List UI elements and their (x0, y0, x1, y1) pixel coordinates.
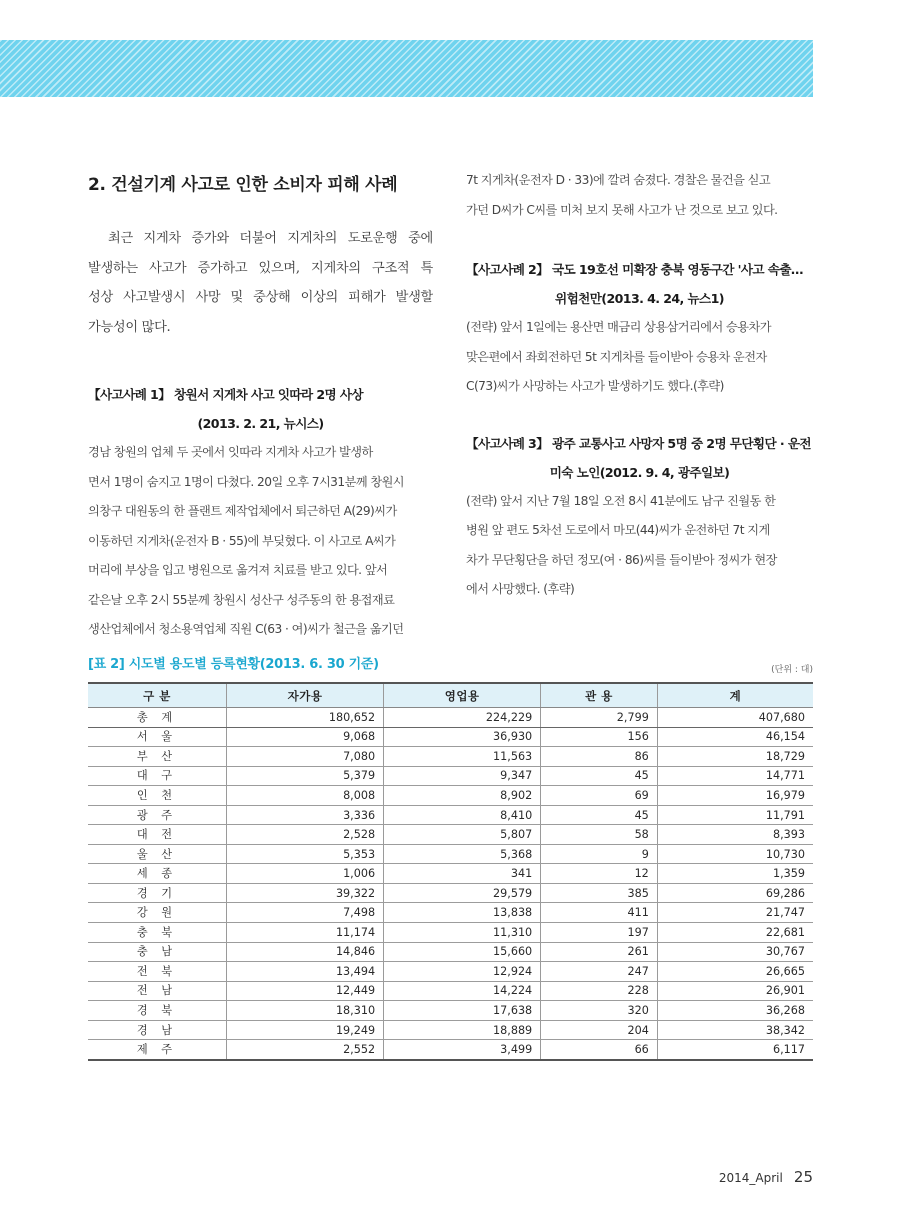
table-cell-value: 46,154 (657, 727, 813, 747)
table-row (88, 1001, 813, 1021)
table-cell-value: 39,322 (227, 883, 384, 903)
table-header-row (88, 683, 813, 708)
table-cell-region: 충 북 (88, 923, 227, 943)
table-row (88, 825, 813, 845)
table-cell-value: 18,310 (227, 1001, 384, 1021)
case1-line: 경남 창원의 업체 두 곳에서 잇따라 지게차 사고가 발생하 (88, 445, 373, 459)
case1-continuation (466, 166, 813, 225)
table-cell-value: 9,347 (384, 766, 541, 786)
table-row (88, 727, 813, 747)
table-cell-value: 38,342 (657, 1020, 813, 1040)
table-cell-value: 17,638 (384, 1001, 541, 1021)
table-cell-region: 경 기 (88, 883, 227, 903)
table-cell-region: 제 주 (88, 1040, 227, 1060)
table-cell-region: 충 남 (88, 942, 227, 962)
table-cell-region: 부 산 (88, 747, 227, 767)
table-cell-value: 58 (541, 825, 658, 845)
table-unit: (단위 : 대) (771, 665, 813, 675)
case2-body (466, 313, 813, 402)
table-cell-value: 261 (541, 942, 658, 962)
header-category: 구 분 (88, 683, 227, 708)
header-total: 계 (657, 683, 813, 708)
case1-title (88, 380, 433, 438)
table-cell-value: 12,449 (227, 981, 384, 1001)
table-cell-value: 36,930 (384, 727, 541, 747)
table-row (88, 864, 813, 884)
case1-body (88, 438, 433, 645)
table-cell-value: 36,268 (657, 1001, 813, 1021)
table-cell-region: 전 북 (88, 962, 227, 982)
table-row (88, 708, 813, 728)
table-cell-value: 26,665 (657, 962, 813, 982)
table-cell-value: 2,799 (541, 708, 658, 728)
table-cell-value: 69 (541, 786, 658, 806)
table-cell-value: 8,393 (657, 825, 813, 845)
table-cell-value: 45 (541, 805, 658, 825)
table-row (88, 903, 813, 923)
table-cell-region: 인 천 (88, 786, 227, 806)
table-cell-value: 7,080 (227, 747, 384, 767)
case1-line: 이동하던 지게차(운전자 B · 55)에 부딪혔다. 이 사고로 A씨가 (88, 533, 396, 548)
table-cell-value: 14,846 (227, 942, 384, 962)
table-cell-region: 광 주 (88, 805, 227, 825)
table-cell-value: 26,901 (657, 981, 813, 1001)
table-row (88, 1040, 813, 1060)
section-title: 2. 건설기계 사고로 인한 소비자 피해 사례 (88, 175, 398, 195)
case3-body (466, 487, 813, 605)
page-footer (719, 1167, 813, 1186)
case1-title-line2: (2013. 2. 21, 뉴시스) (197, 416, 324, 431)
table-cell-value: 9 (541, 844, 658, 864)
intro-paragraph (88, 224, 433, 342)
case1-cont-line: 7t 지게차(운전자 D · 33)에 깔려 숨졌다. 경찰은 물건을 싣고 (466, 173, 771, 187)
table-cell-value: 9,068 (227, 727, 384, 747)
case3-title-line1: 【사고사례 3】 광주 교통사고 사망자 5명 중 2명 무단횡단 · 운전 (466, 435, 811, 451)
case2-line: 맞은편에서 좌회전하던 5t 지게차를 들이받아 승용차 운전자 (466, 349, 767, 364)
case2-title (466, 255, 813, 313)
table-cell-value: 13,494 (227, 962, 384, 982)
table-cell-value: 22,681 (657, 923, 813, 943)
intro-line: 최근 지게차 증가와 더불어 지게차의 도로운행 중에 (108, 231, 433, 246)
table-cell-value: 11,310 (384, 923, 541, 943)
case2-title-line1: 【사고사례 2】 국도 19호선 미확장 충북 영동구간 '사고 속출… (466, 262, 803, 277)
table-cell-value: 16,979 (657, 786, 813, 806)
registration-table (88, 682, 813, 1061)
case3-title (466, 429, 813, 487)
table-cell-value: 14,224 (384, 981, 541, 1001)
table-cell-value: 11,791 (657, 805, 813, 825)
table-cell-value: 5,368 (384, 844, 541, 864)
case1-line: 머리에 부상을 입고 병원으로 옮겨져 치료를 받고 있다. 앞서 (88, 563, 388, 577)
table-cell-region: 대 구 (88, 766, 227, 786)
table-cell-value: 30,767 (657, 942, 813, 962)
table-body (88, 708, 813, 1060)
table-cell-value: 66 (541, 1040, 658, 1060)
table-row (88, 844, 813, 864)
case2-title-line2: 위험천만(2013. 4. 24, 뉴스1) (555, 291, 724, 306)
table-cell-value: 156 (541, 727, 658, 747)
table-cell-value: 69,286 (657, 883, 813, 903)
table-cell-value: 86 (541, 747, 658, 767)
table-cell-region: 세 종 (88, 864, 227, 884)
table-row (88, 962, 813, 982)
table-cell-value: 1,006 (227, 864, 384, 884)
table-cell-value: 15,660 (384, 942, 541, 962)
table-cell-value: 8,008 (227, 786, 384, 806)
table-cell-region: 서 울 (88, 727, 227, 747)
table-cell-value: 7,498 (227, 903, 384, 923)
table-cell-region: 총 계 (88, 708, 227, 728)
table-cell-region: 전 남 (88, 981, 227, 1001)
table-cell-value: 1,359 (657, 864, 813, 884)
table-cell-value: 197 (541, 923, 658, 943)
table-cell-value: 29,579 (384, 883, 541, 903)
table-cell-value: 224,229 (384, 708, 541, 728)
table-row (88, 747, 813, 767)
table-cell-value: 228 (541, 981, 658, 1001)
table-cell-value: 12,924 (384, 962, 541, 982)
table-cell-value: 5,353 (227, 844, 384, 864)
right-column (466, 166, 813, 605)
table-cell-value: 2,552 (227, 1040, 384, 1060)
case2-line: C(73)씨가 사망하는 사고가 발생하기도 했다.(후략) (466, 379, 724, 393)
case3-line: (전략) 앞서 지난 7월 18일 오전 8시 41분에도 남구 진월동 한 (466, 493, 776, 508)
table-cell-value: 14,771 (657, 766, 813, 786)
page-number: 25 (793, 1168, 813, 1186)
table-cell-region: 대 전 (88, 825, 227, 845)
table-cell-value: 21,747 (657, 903, 813, 923)
table-cell-value: 411 (541, 903, 658, 923)
table-row (88, 805, 813, 825)
table-row (88, 942, 813, 962)
table-cell-value: 19,249 (227, 1020, 384, 1040)
table-cell-value: 18,889 (384, 1020, 541, 1040)
case3-title-line2: 미숙 노인(2012. 9. 4, 광주일보) (549, 464, 730, 480)
table-cell-value: 341 (384, 864, 541, 884)
table-cell-value: 3,336 (227, 805, 384, 825)
case3-line: 에서 사망했다. (후략) (466, 582, 575, 596)
case1-line: 생산업체에서 청소용역업체 직원 C(63 · 여)씨가 철근을 옮기던 (88, 622, 404, 636)
table-cell-value: 13,838 (384, 903, 541, 923)
table-cell-value: 385 (541, 883, 658, 903)
table-cell-region: 경 북 (88, 1001, 227, 1021)
table-cell-value: 180,652 (227, 708, 384, 728)
table-cell-value: 11,174 (227, 923, 384, 943)
table-cell-value: 320 (541, 1001, 658, 1021)
table-cell-value: 12 (541, 864, 658, 884)
table-row (88, 1020, 813, 1040)
table-row (88, 786, 813, 806)
header-private: 자가용 (227, 683, 384, 708)
table-cell-value: 10,730 (657, 844, 813, 864)
case1-line: 면서 1명이 숨지고 1명이 다쳤다. 20일 오후 7시31분께 창원시 (88, 474, 405, 489)
table-row (88, 981, 813, 1001)
case3-line: 차가 무단횡단을 하던 정모(여 · 86)씨를 들이받아 정씨가 현장 (466, 552, 777, 567)
top-decorative-band (0, 40, 813, 97)
table-cell-value: 45 (541, 766, 658, 786)
table-cell-value: 8,902 (384, 786, 541, 806)
header-commercial: 영업용 (384, 683, 541, 708)
table-row (88, 923, 813, 943)
left-column (88, 166, 433, 645)
table-cell-value: 204 (541, 1020, 658, 1040)
header-government: 관 용 (541, 683, 658, 708)
table-cell-value: 18,729 (657, 747, 813, 767)
case1-title-line1: 【사고사례 1】 창원서 지게차 사고 잇따라 2명 사상 (88, 387, 363, 402)
table-cell-region: 경 남 (88, 1020, 227, 1040)
intro-line: 발생하는 사고가 증가하고 있으며, 지게차의 구조적 특 (88, 260, 433, 276)
case2-line: (전략) 앞서 1일에는 용산면 매금리 상용삼거리에서 승용차가 (466, 320, 771, 334)
table-row (88, 883, 813, 903)
case3-line: 병원 앞 편도 5차선 도로에서 마모(44)씨가 운전하던 7t 지게 (466, 523, 770, 537)
intro-line: 가능성이 많다. (88, 319, 171, 335)
table-cell-value: 6,117 (657, 1040, 813, 1060)
table-cell-value: 3,499 (384, 1040, 541, 1060)
table-cell-value: 5,379 (227, 766, 384, 786)
issue-label: 2014_April (718, 1171, 783, 1185)
table-cell-value: 5,807 (384, 825, 541, 845)
intro-line: 성상 사고발생시 사망 및 중상해 이상의 피해가 발생할 (88, 290, 433, 305)
case1-cont-line: 가던 D씨가 C씨를 미처 보지 못해 사고가 난 것으로 보고 있다. (466, 202, 778, 217)
table-cell-value: 2,528 (227, 825, 384, 845)
table-cell-value: 407,680 (657, 708, 813, 728)
table-cell-region: 강 원 (88, 903, 227, 923)
table-caption: [표 2] 시도별 용도별 등록현황(2013. 6. 30 기준) (88, 657, 379, 672)
case1-line: 의창구 대원동의 한 플랜트 제작업체에서 퇴근하던 A(29)씨가 (88, 504, 397, 518)
table-row (88, 766, 813, 786)
table-cell-value: 8,410 (384, 805, 541, 825)
table-cell-value: 11,563 (384, 747, 541, 767)
case1-line: 같은날 오후 2시 55분께 창원시 성산구 성주동의 한 용접재료 (88, 592, 395, 607)
table-cell-value: 247 (541, 962, 658, 982)
table-cell-region: 울 산 (88, 844, 227, 864)
